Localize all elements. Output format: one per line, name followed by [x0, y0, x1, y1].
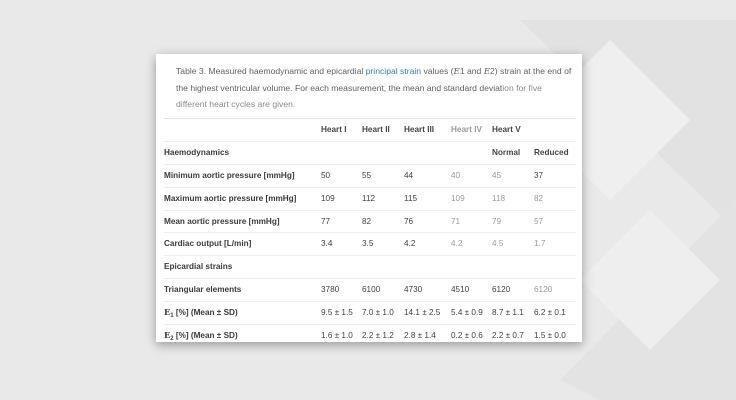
- row-label: [164, 325, 238, 342]
- table-cell: 71: [451, 216, 461, 226]
- table-row: [164, 278, 576, 301]
- col-header-heart-2: Heart II: [362, 125, 390, 134]
- table-cell: 4.2: [404, 239, 416, 249]
- col-header-heart-4: Heart IV: [451, 125, 482, 134]
- section-row-haemodynamics: [164, 141, 576, 164]
- strain-symbol: E: [164, 307, 171, 318]
- table-cell: 6120: [492, 285, 511, 295]
- section-epicardial-strains: Epicardial strains: [164, 262, 233, 272]
- caption-text-2: values (: [421, 66, 454, 76]
- caption-text-3: ) strain at the end of the highest ventricular volume. For each measurement, the mean and standard deviat: [176, 66, 572, 93]
- caption-text-4: ion for five different heart cycles are given.: [176, 83, 542, 109]
- row-label: Triangular elements: [164, 285, 242, 295]
- table-cell: 0.2 ± 0.6: [451, 331, 483, 341]
- table-cell: 7.0 ± 1.0: [362, 308, 394, 318]
- header-row: [164, 118, 576, 141]
- table-cell: 82: [362, 216, 372, 226]
- row-label: Minimum aortic pressure [mmHg]: [164, 170, 295, 180]
- table-cell: 2.8 ± 1.4: [404, 331, 436, 341]
- e2-sub: 2: [490, 66, 495, 76]
- table-cell: 76: [404, 216, 414, 226]
- table-row: [164, 324, 576, 342]
- row-label: Maximum aortic pressure [mmHg]: [164, 193, 297, 203]
- table-cell: 2.2 ± 1.2: [362, 331, 394, 341]
- table-cell: 57: [534, 216, 544, 226]
- table-cell: 3780: [321, 285, 340, 295]
- table-cell: 6100: [362, 285, 381, 295]
- table-cell: 44: [404, 170, 414, 180]
- e2-symbol: E: [483, 67, 491, 77]
- col-header-heart-5: Heart V: [492, 125, 521, 134]
- table-cell: 40: [451, 170, 461, 180]
- table-cell: 115: [404, 193, 418, 203]
- table-cell: 3.4: [321, 239, 333, 249]
- table-row: [164, 187, 576, 210]
- e1-symbol: E: [453, 67, 460, 77]
- table-cell: 8.7 ± 1.1: [492, 308, 524, 318]
- table-cell: 82: [534, 193, 544, 203]
- row-label: Mean aortic pressure [mmHg]: [164, 216, 280, 226]
- table-cell: 118: [492, 193, 506, 203]
- table-cell: 14.1 ± 2.5: [404, 308, 441, 318]
- principal-strain-link[interactable]: principal strain: [365, 66, 422, 76]
- col-header-heart-1: Heart I: [321, 125, 347, 134]
- strain-symbol: E: [164, 330, 171, 341]
- row-label: Cardiac output [L/min]: [164, 239, 252, 249]
- table-cell: 4730: [404, 285, 423, 295]
- table-cell: 109: [451, 193, 465, 203]
- col-header-heart-3: Heart III: [404, 125, 435, 134]
- table-cell: 79: [492, 216, 502, 226]
- table-row: [164, 232, 576, 255]
- strain-label-text: [%] (Mean ± SD): [173, 308, 238, 318]
- table-cell: 4.2: [451, 239, 463, 249]
- table-cell: 55: [362, 170, 372, 180]
- table-cell: 4.5: [492, 239, 504, 249]
- table-cell: 4510: [451, 285, 470, 295]
- subcol-normal: Normal: [492, 147, 521, 157]
- table-cell: 50: [321, 170, 331, 180]
- table-cell: 37: [534, 170, 544, 180]
- section-haemodynamics: Haemodynamics: [164, 147, 230, 157]
- table-row: [164, 210, 576, 233]
- table-cell: 5.4 ± 0.9: [451, 308, 483, 318]
- caption-text: Table 3. Measured haemodynamic and epicardial: [176, 66, 366, 76]
- table-cell: 3.5: [362, 239, 374, 249]
- strain-label-text: [%] (Mean ± SD): [173, 331, 238, 341]
- table-cell: 2.2 ± 0.7: [492, 331, 524, 341]
- table-cell: 77: [321, 216, 331, 226]
- subcol-reduced: Reduced: [534, 147, 569, 157]
- caption-and: and: [464, 66, 484, 76]
- table-cell: 1.6 ± 1.0: [321, 331, 353, 341]
- data-table: [164, 118, 576, 342]
- table-row: [164, 301, 576, 324]
- table-cell: 45: [492, 170, 502, 180]
- table-cell: 6.2 ± 0.1: [534, 308, 566, 318]
- section-row-strains: [164, 255, 576, 278]
- table-cell: 1.5 ± 0.0: [534, 331, 566, 341]
- table-cell: 9.5 ± 1.5: [321, 308, 353, 318]
- table-cell: 109: [321, 193, 335, 203]
- table-card: [156, 54, 582, 342]
- e1-sub: 1: [459, 66, 465, 76]
- table-cell: 1.7: [534, 239, 546, 249]
- table-row: [164, 164, 576, 187]
- table-cell: 112: [362, 193, 376, 203]
- strain-subscript: 2: [170, 336, 174, 342]
- table-cell: 6120: [534, 285, 553, 295]
- row-label: [164, 302, 238, 324]
- strain-subscript: 1: [170, 313, 174, 320]
- table-caption: [176, 63, 572, 112]
